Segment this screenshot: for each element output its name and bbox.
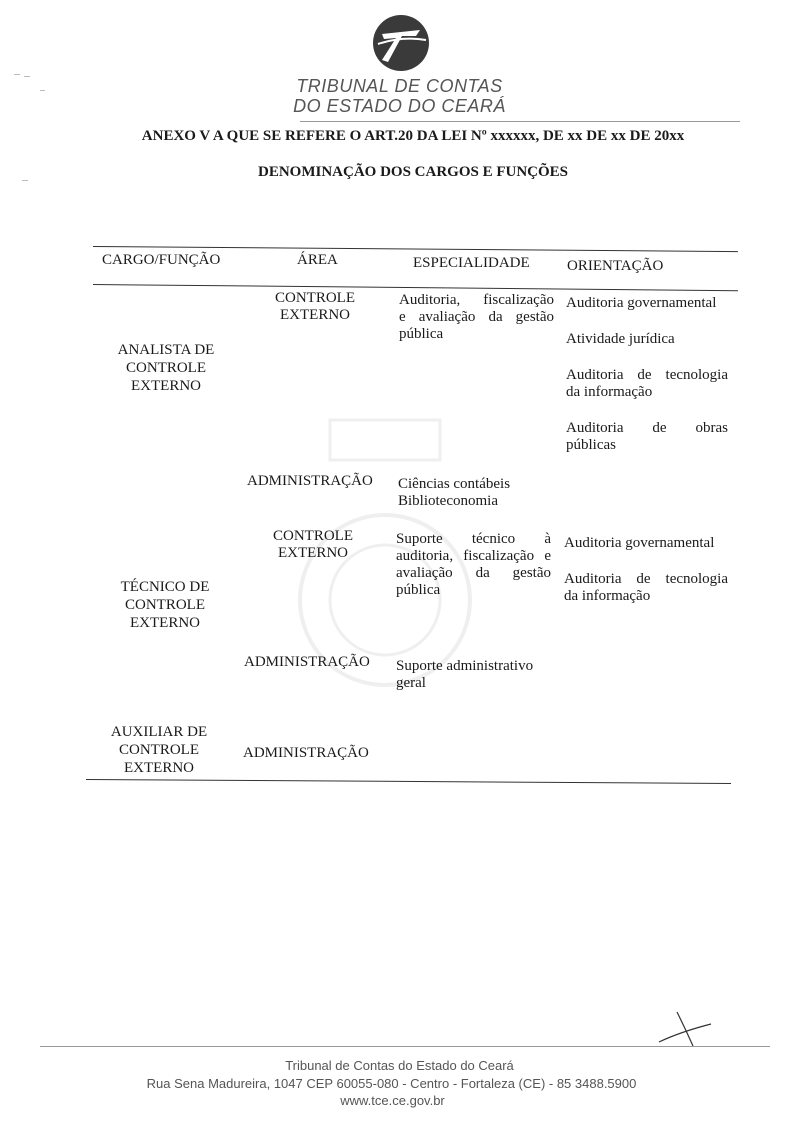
orient-item: públicas xyxy=(566,437,616,453)
esp-analista-controle: Auditoria, fiscalização e avaliação da gestão pública xyxy=(399,292,554,342)
area-analista-administracao: ADMINISTRAÇÃO xyxy=(247,473,373,489)
area-tecnico-controle: CONTROLE EXTERNO xyxy=(273,528,353,561)
table-header-rule xyxy=(93,284,738,291)
header-orientacao: ORIENTAÇÃO xyxy=(567,258,664,274)
orient-item: da informação xyxy=(566,384,653,400)
area-auxiliar: ADMINISTRAÇÃO xyxy=(243,745,369,761)
orient-item: Atividade jurídica xyxy=(566,331,675,347)
orient-item: da informação xyxy=(564,588,651,604)
orient-item: Auditoria governamental xyxy=(564,535,715,551)
esp-tecnico-controle: Suporte técnico à auditoria, fiscalização e avaliação da gestão pública xyxy=(396,531,551,598)
org-name-line2: DO ESTADO DO CEARÁ xyxy=(293,96,506,116)
footer-address: Rua Sena Madureira, 1047 CEP 60055-080 - Centro - Fortaleza (CE) - 85 3488.5900 xyxy=(146,1076,637,1091)
header-area: ÁREA xyxy=(297,252,338,268)
esp-analista-administracao: Ciências contábeis Biblioteconomia xyxy=(398,476,511,509)
footer-divider xyxy=(40,1046,770,1047)
cargo-tecnico: TÉCNICO DE CONTROLE EXTERNO xyxy=(120,579,210,631)
area-tecnico-administracao: ADMINISTRAÇÃO xyxy=(244,654,370,670)
orient-tecnico xyxy=(564,535,728,605)
cargo-auxiliar: AUXILIAR DE CONTROLE EXTERNO xyxy=(110,724,208,776)
header-especialidade: ESPECIALIDADE xyxy=(413,255,530,271)
section-title: DENOMINAÇÃO DOS CARGOS E FUNÇÕES xyxy=(257,164,569,180)
signature-mark xyxy=(655,1010,715,1050)
table-bottom-rule xyxy=(86,779,731,784)
header-divider xyxy=(300,121,740,122)
orient-analista xyxy=(566,295,728,454)
orient-item: Auditoria de tecnologia xyxy=(564,571,728,587)
cargo-analista: ANALISTA DE CONTROLE EXTERNO xyxy=(117,342,215,394)
esp-tecnico-administracao: Suporte administrativo geral xyxy=(396,658,534,691)
area-analista-controle: CONTROLE EXTERNO xyxy=(275,290,355,323)
footer-website: www.tce.ce.gov.br xyxy=(340,1093,445,1108)
annex-title: ANEXO V A QUE SE REFERE O ART.20 DA LEI Nº xxxxxx, DE xx DE xx DE 20xx xyxy=(141,128,685,144)
orient-item: Auditoria governamental xyxy=(566,295,717,311)
tce-ce-logo-icon xyxy=(372,14,430,72)
orient-item: Auditoria de obras xyxy=(566,420,728,436)
header-cargo-funcao: CARGO/FUNÇÃO xyxy=(102,252,221,268)
orient-item: Auditoria de tecnologia xyxy=(566,367,728,383)
footer-org-name: Tribunal de Contas do Estado do Ceará xyxy=(285,1058,514,1073)
scan-mark xyxy=(14,74,20,75)
org-name-line1: TRIBUNAL DE CONTAS xyxy=(296,76,503,96)
